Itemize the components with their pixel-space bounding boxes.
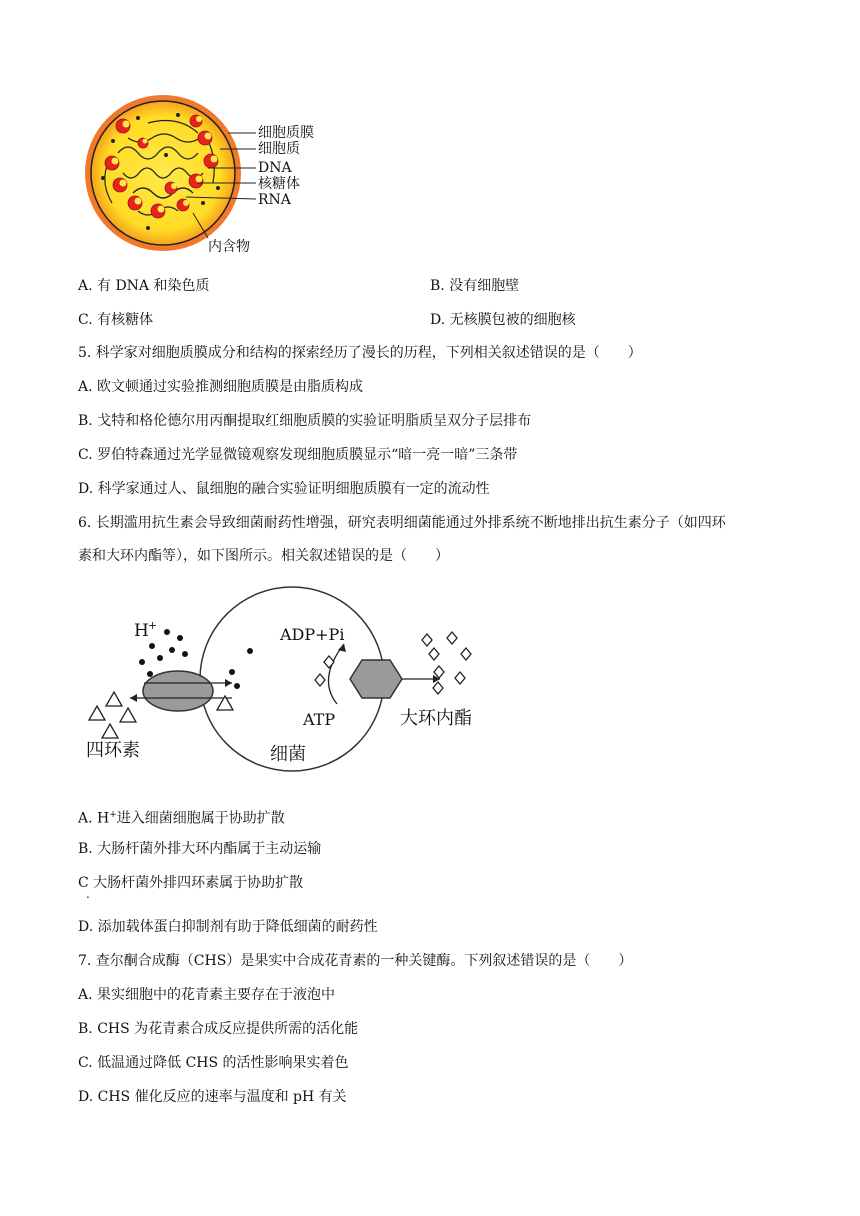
label-ribosome: 核糖体	[258, 176, 300, 192]
q6-option-c-dot: .	[86, 887, 90, 901]
q4-option-b: B. 没有细胞壁	[430, 278, 520, 294]
macrolide-pump	[350, 660, 402, 698]
q6-stem-line2: 素和大环内酯等），如下图所示。相关叙述错误的是（ ）	[78, 548, 449, 564]
q6-option-b: B. 大肠杆菌外排大环内酯属于主动运输	[78, 841, 322, 857]
q6-stem-line1: 6. 长期滥用抗生素会导致细菌耐药性增强，研究表明细菌能通过外排系统不断地排出抗生素分子（如四环	[78, 515, 726, 531]
q6-option-c: C 大肠杆菌外排四环素属于协助扩散	[78, 875, 304, 891]
q4-option-a: A. 有 DNA 和染色质	[78, 278, 210, 294]
q7-option-b: B. CHS 为花青素合成反应提供所需的活化能	[78, 1021, 359, 1037]
label-cell-membrane: 细胞质膜	[258, 125, 314, 141]
label-bacteria: 细菌	[270, 744, 306, 765]
q4-option-c: C. 有核糖体	[78, 312, 154, 328]
cell-membrane-circle	[91, 101, 235, 245]
label-tetracycline: 四环素	[86, 740, 140, 761]
bacteria-efflux-diagram	[82, 584, 482, 774]
q5-stem: 5. 科学家对细胞质膜成分和结构的探索经历了漫长的历程，下列相关叙述错误的是（ ）	[78, 345, 642, 361]
label-h-sup: +	[148, 619, 158, 632]
q7-option-d: D. CHS 催化反应的速率与温度和 pH 有关	[78, 1089, 347, 1105]
label-rna: RNA	[258, 192, 291, 208]
q7-option-c: C. 低温通过降低 CHS 的活性影响果实着色	[78, 1055, 349, 1071]
bacteria-efflux-figure	[82, 584, 482, 774]
q6-option-d: D. 添加载体蛋白抑制剂有助于降低细菌的耐药性	[78, 919, 378, 935]
q5-option-c: C. 罗伯特森通过光学显微镜观察发现细胞质膜显示“暗一亮一暗”三条带	[78, 447, 518, 463]
q7-stem: 7. 查尔酮合成酶（CHS）是果实中合成花青素的一种关键酶。下列叙述错误的是（ ）	[78, 953, 633, 969]
label-adp-pi: ADP+Pi	[280, 625, 345, 644]
label-macrolide: 大环内酯	[400, 708, 472, 729]
q7-option-a: A. 果实细胞中的花青素主要存在于液泡中	[78, 987, 336, 1003]
q4-option-d: D. 无核膜包被的细胞核	[430, 312, 576, 328]
prokaryote-cell-diagram	[78, 93, 338, 263]
label-h: H	[134, 621, 149, 641]
q5-option-d: D. 科学家通过人、鼠细胞的融合实验证明细胞质膜有一定的流动性	[78, 481, 490, 497]
prokaryote-cell-figure	[78, 93, 338, 263]
label-atp: ATP	[303, 710, 336, 729]
label-cytoplasm: 细胞质	[258, 141, 300, 157]
label-dna: DNA	[258, 160, 292, 176]
h-tetracycline-antiporter	[143, 671, 213, 711]
label-inclusion: 内含物	[208, 239, 250, 255]
q5-option-b: B. 戈特和格伦德尔用丙酮提取红细胞质膜的实验证明脂质呈双分子层排布	[78, 413, 532, 429]
q5-option-a: A. 欧文顿通过实验推测细胞质膜是由脂质构成	[78, 379, 364, 395]
q6-option-a: A. H+进入细菌细胞属于协助扩散	[78, 810, 285, 827]
